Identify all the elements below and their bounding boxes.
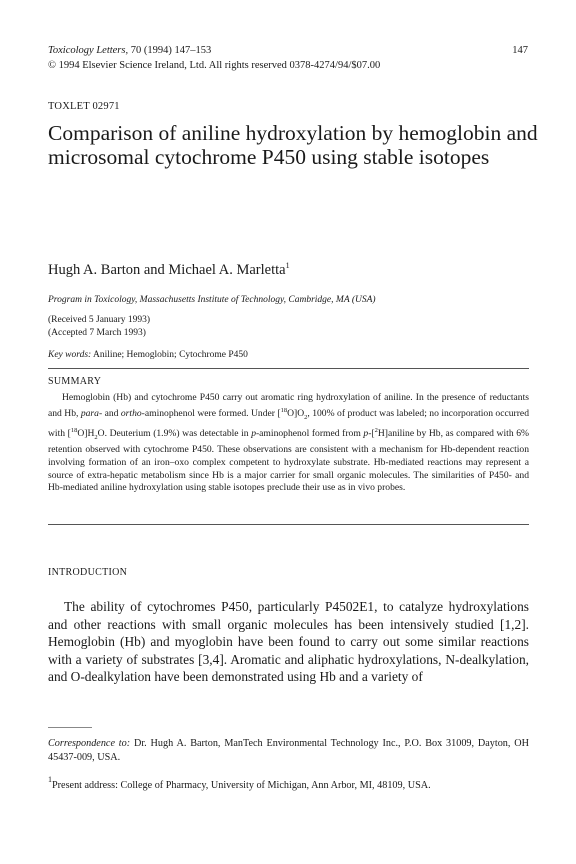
summary-segment: O]O <box>287 407 305 419</box>
correspondence-text: Dr. Hugh A. Barton, ManTech Environmental Technology Inc., P.O. Box 31009, Dayton, OH 45437-009, USA. <box>48 738 530 763</box>
keywords-line <box>48 349 248 362</box>
introduction-text: The ability of cytochromes P450, particularly P4502E1, to catalyze hydroxylations and other reactions with small organic molecules has been intensively studied [1,2]. Hemoglobin (Hb) and myoglobin have been found to carry out some similar reactions with a variety of substrates [3,4]. Aromatic and aliphatic hydroxylations, N-dealkylation, and O-dealkylation have been demonstrated using Hb and a variety of <box>48 599 529 684</box>
author-footnote <box>48 775 431 792</box>
author-list <box>48 262 290 279</box>
keywords-terms: Aniline; Hemoglobin; Cytochrome P450 <box>93 350 248 360</box>
isotope-superscript: 18 <box>280 406 288 414</box>
summary-segment: O]H <box>77 427 95 439</box>
author-affiliation: Program in Toxicology, Massachusetts Institute of Technology, Cambridge, MA (USA) <box>48 295 376 305</box>
accepted-date: (Accepted 7 March 1993) <box>48 328 146 338</box>
summary-segment: O. Deuterium (1.9%) was detectable in <box>97 427 252 439</box>
footnote-separator <box>48 727 92 728</box>
summary-segment: -aminophenol formed from <box>255 427 364 439</box>
copyright-notice: © 1994 Elsevier Science Ireland, Ltd. All rights reserved 0378-4274/94/$07.00 <box>48 60 381 71</box>
summary-top-rule <box>48 368 529 369</box>
summary-segment: -[ <box>368 427 375 439</box>
isotope-superscript: 2 <box>374 426 378 434</box>
document-code: TOXLET 02971 <box>48 101 120 112</box>
keywords-label: Key words: <box>48 350 92 360</box>
article-title: Comparison of aniline hydroxylation by hemoglobin and microsomal cytochrome P450 using stable isotopes <box>48 121 538 169</box>
summary-segment-italic: ortho- <box>120 407 145 419</box>
journal-name: Toxicology Letters, <box>48 45 129 56</box>
summary-segment: , 100% of product was labeled; no incorporation occurred with [ <box>48 407 529 439</box>
journal-citation <box>48 44 211 57</box>
correspondence-label: Correspondence to: <box>48 738 131 749</box>
author-footnote-mark: 1 <box>285 261 290 270</box>
summary-text <box>48 392 529 495</box>
page-number: 147 <box>512 45 528 56</box>
summary-segment: aminophenol were formed. Under [ <box>144 407 281 419</box>
summary-bottom-rule <box>48 524 529 525</box>
summary-segment: H]aniline by Hb, as compared with 6% retention observed with cytochrome P450. These observations are consistent with a mechanism for Hb-dependent reaction involving formation of an iron–oxo complex competent to hydroxylate substrate. Hb-mediated reactions may represent a source of extra-hepatic metabolism since Hb is a major carrier for small organic molecules. The similarities of P450- and Hb-mediated aniline hydroxylation using stable isotopes preclude their use as in vivo probes. <box>48 427 529 494</box>
isotope-superscript: 18 <box>70 426 78 434</box>
footnote-mark: 1 <box>48 775 52 784</box>
summary-heading: SUMMARY <box>48 376 102 387</box>
footnote-text: Present address: College of Pharmacy, University of Michigan, Ann Arbor, MI, 48109, USA. <box>52 780 431 791</box>
journal-volume-pages: 70 (1994) 147–153 <box>130 45 212 56</box>
summary-segment-italic: p <box>363 427 369 439</box>
received-date: (Received 5 January 1993) <box>48 315 151 325</box>
summary-segment: Hemoglobin (Hb) and cytochrome P450 carry out aromatic ring hydroxylation of aniline. In the presence of reductants and Hb, <box>48 392 529 419</box>
author-names: Hugh A. Barton and Michael A. Marletta <box>48 262 286 278</box>
summary-segment-italic: p <box>251 427 256 439</box>
introduction-heading: INTRODUCTION <box>48 567 128 578</box>
summary-segment: and <box>102 407 121 419</box>
correspondence-note <box>48 737 529 764</box>
summary-segment-italic: para- <box>80 407 103 419</box>
formula-subscript: 2 <box>304 413 308 421</box>
formula-subscript: 2 <box>94 433 98 441</box>
